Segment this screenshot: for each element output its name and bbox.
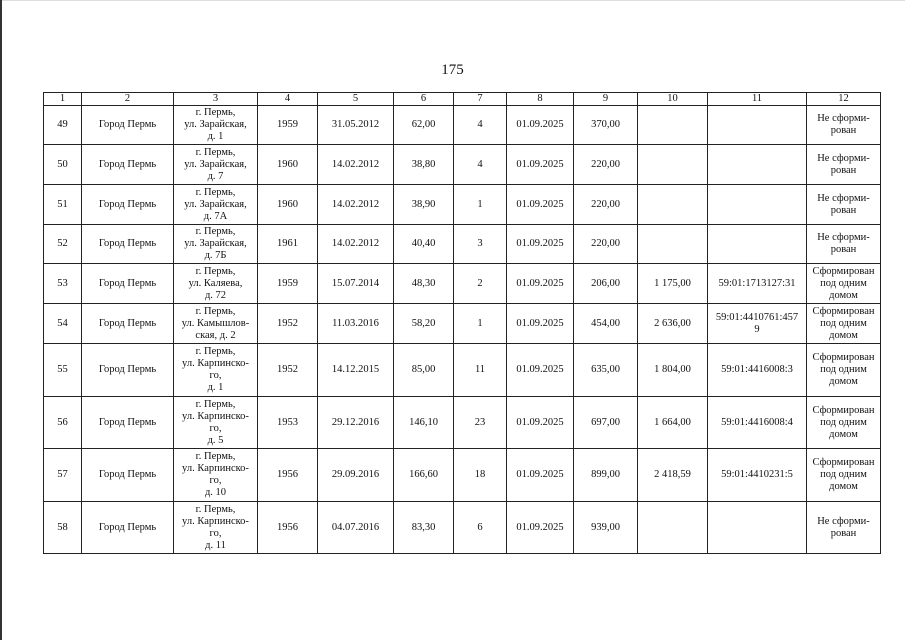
- table-cell-col-12: Не сформи- рован: [807, 145, 881, 185]
- header-row: [44, 93, 881, 106]
- table-cell-col-12: Не сформи- рован: [807, 185, 881, 225]
- table-cell-col-8: 01.09.2025: [507, 502, 574, 554]
- table-cell-col-8: 01.09.2025: [507, 264, 574, 304]
- table-cell-col-10: 1 664,00: [638, 397, 708, 449]
- table-cell-col-3: г. Пермь, ул. Карпинско- го, д. 11: [174, 502, 258, 554]
- table-cell-col-5: 14.02.2012: [318, 185, 394, 225]
- header-cell: 1: [44, 93, 82, 106]
- table-cell-col-10: [638, 502, 708, 554]
- table-cell-col-12: Сформирован под одним домом: [807, 397, 881, 449]
- table-row: [44, 397, 881, 449]
- table-cell-col-2: Город Пермь: [82, 145, 174, 185]
- table-row: [44, 225, 881, 264]
- table-cell-col-5: 14.12.2015: [318, 344, 394, 397]
- table-cell-col-9: 697,00: [574, 397, 638, 449]
- table-cell-col-7: 18: [454, 449, 507, 502]
- table-cell-col-4: 1956: [258, 449, 318, 502]
- table-cell-col-6: 166,60: [394, 449, 454, 502]
- table-cell-col-12: Не сформи- рован: [807, 502, 881, 554]
- table-cell-col-8: 01.09.2025: [507, 397, 574, 449]
- table-cell-col-10: 2 636,00: [638, 304, 708, 344]
- table-cell-col-12: Сформирован под одним домом: [807, 304, 881, 344]
- table-row: [44, 344, 881, 397]
- table-cell-col-11: [708, 225, 807, 264]
- table-cell-col-2: Город Пермь: [82, 264, 174, 304]
- table-cell-col-10: 1 175,00: [638, 264, 708, 304]
- table-cell-col-8: 01.09.2025: [507, 145, 574, 185]
- header-cell: 10: [638, 93, 708, 106]
- header-cell: 7: [454, 93, 507, 106]
- table-cell-col-2: Город Пермь: [82, 106, 174, 145]
- table-cell-col-4: 1956: [258, 502, 318, 554]
- table-cell-col-8: 01.09.2025: [507, 344, 574, 397]
- table-cell-col-3: г. Пермь, ул. Зарайская, д. 7: [174, 145, 258, 185]
- table-cell-col-4: 1960: [258, 145, 318, 185]
- table-cell-col-10: [638, 185, 708, 225]
- table-cell-col-11: 59:01:4416008:3: [708, 344, 807, 397]
- table-cell-col-3: г. Пермь, ул. Зарайская, д. 7А: [174, 185, 258, 225]
- table-row: [44, 145, 881, 185]
- header-cell: 6: [394, 93, 454, 106]
- header-cell: 11: [708, 93, 807, 106]
- table-cell-col-7: 4: [454, 106, 507, 145]
- table-cell-col-2: Город Пермь: [82, 502, 174, 554]
- table-cell-col-1: 57: [44, 449, 82, 502]
- table-row: [44, 106, 881, 145]
- table-cell-col-10: 1 804,00: [638, 344, 708, 397]
- header-cell: 2: [82, 93, 174, 106]
- table-cell-col-6: 40,40: [394, 225, 454, 264]
- table-cell-col-7: 1: [454, 304, 507, 344]
- page-left-edge: [0, 0, 2, 640]
- table-cell-col-9: 899,00: [574, 449, 638, 502]
- table-cell-col-1: 53: [44, 264, 82, 304]
- table-cell-col-6: 38,90: [394, 185, 454, 225]
- table-row: [44, 264, 881, 304]
- table-cell-col-5: 29.12.2016: [318, 397, 394, 449]
- table-cell-col-1: 51: [44, 185, 82, 225]
- table-cell-col-11: [708, 145, 807, 185]
- table-row: [44, 304, 881, 344]
- table-cell-col-9: 206,00: [574, 264, 638, 304]
- table-cell-col-7: 2: [454, 264, 507, 304]
- table-cell-col-10: [638, 145, 708, 185]
- table-row: [44, 502, 881, 554]
- page-number: 175: [441, 62, 464, 78]
- table-cell-col-6: 62,00: [394, 106, 454, 145]
- table-cell-col-10: [638, 106, 708, 145]
- table-cell-col-10: [638, 225, 708, 264]
- table-cell-col-8: 01.09.2025: [507, 449, 574, 502]
- table-cell-col-5: 31.05.2012: [318, 106, 394, 145]
- table-cell-col-5: 15.07.2014: [318, 264, 394, 304]
- table-cell-col-8: 01.09.2025: [507, 225, 574, 264]
- table-cell-col-3: г. Пермь, ул. Зарайская, д. 1: [174, 106, 258, 145]
- table-cell-col-6: 58,20: [394, 304, 454, 344]
- header-cell: 12: [807, 93, 881, 106]
- table-cell-col-1: 54: [44, 304, 82, 344]
- table-cell-col-7: 11: [454, 344, 507, 397]
- table-cell-col-9: 220,00: [574, 185, 638, 225]
- data-table: [43, 92, 881, 554]
- table-cell-col-2: Город Пермь: [82, 344, 174, 397]
- table-cell-col-8: 01.09.2025: [507, 185, 574, 225]
- table-cell-col-12: Не сформи- рован: [807, 225, 881, 264]
- table-cell-col-11: [708, 106, 807, 145]
- table-cell-col-4: 1960: [258, 185, 318, 225]
- table-cell-col-9: 939,00: [574, 502, 638, 554]
- table-cell-col-5: 14.02.2012: [318, 225, 394, 264]
- table-cell-col-4: 1961: [258, 225, 318, 264]
- table-cell-col-3: г. Пермь, ул. Зарайская, д. 7Б: [174, 225, 258, 264]
- table-cell-col-2: Город Пермь: [82, 185, 174, 225]
- table-cell-col-11: 59:01:4416008:4: [708, 397, 807, 449]
- table-cell-col-8: 01.09.2025: [507, 304, 574, 344]
- table-cell-col-12: Не сформи- рован: [807, 106, 881, 145]
- table-cell-col-12: Сформирован под одним домом: [807, 344, 881, 397]
- table-cell-col-11: 59:01:4410231:5: [708, 449, 807, 502]
- table-row: [44, 185, 881, 225]
- table-cell-col-2: Город Пермь: [82, 304, 174, 344]
- table-cell-col-6: 83,30: [394, 502, 454, 554]
- table-cell-col-6: 48,30: [394, 264, 454, 304]
- table-cell-col-1: 50: [44, 145, 82, 185]
- header-cell: 9: [574, 93, 638, 106]
- table-cell-col-4: 1953: [258, 397, 318, 449]
- header-cell: 8: [507, 93, 574, 106]
- table-cell-col-6: 146,10: [394, 397, 454, 449]
- page-top-edge: [0, 0, 905, 1]
- table-cell-col-4: 1959: [258, 264, 318, 304]
- table-cell-col-6: 85,00: [394, 344, 454, 397]
- table-cell-col-3: г. Пермь, ул. Карпинско- го, д. 5: [174, 397, 258, 449]
- table-cell-col-7: 1: [454, 185, 507, 225]
- table-cell-col-5: 04.07.2016: [318, 502, 394, 554]
- table-cell-col-2: Город Пермь: [82, 449, 174, 502]
- table-cell-col-3: г. Пермь, ул. Карпинско- го, д. 10: [174, 449, 258, 502]
- table-cell-col-11: [708, 502, 807, 554]
- table-cell-col-3: г. Пермь, ул. Камышлов- ская, д. 2: [174, 304, 258, 344]
- table-cell-col-3: г. Пермь, ул. Карпинско- го, д. 1: [174, 344, 258, 397]
- table-cell-col-5: 14.02.2012: [318, 145, 394, 185]
- table-cell-col-1: 55: [44, 344, 82, 397]
- table-cell-col-11: 59:01:4410761:457 9: [708, 304, 807, 344]
- header-cell: 3: [174, 93, 258, 106]
- table-cell-col-9: 370,00: [574, 106, 638, 145]
- table-cell-col-1: 49: [44, 106, 82, 145]
- table-cell-col-4: 1959: [258, 106, 318, 145]
- table-cell-col-2: Город Пермь: [82, 225, 174, 264]
- table-cell-col-10: 2 418,59: [638, 449, 708, 502]
- header-cell: 5: [318, 93, 394, 106]
- table-cell-col-7: 4: [454, 145, 507, 185]
- table-cell-col-8: 01.09.2025: [507, 106, 574, 145]
- table-row: [44, 449, 881, 502]
- table-cell-col-1: 58: [44, 502, 82, 554]
- table-cell-col-5: 29.09.2016: [318, 449, 394, 502]
- table-cell-col-1: 56: [44, 397, 82, 449]
- table-cell-col-4: 1952: [258, 304, 318, 344]
- header-cell: 4: [258, 93, 318, 106]
- table-cell-col-9: 220,00: [574, 145, 638, 185]
- table-cell-col-7: 6: [454, 502, 507, 554]
- table-cell-col-6: 38,80: [394, 145, 454, 185]
- table-cell-col-2: Город Пермь: [82, 397, 174, 449]
- table-cell-col-1: 52: [44, 225, 82, 264]
- table-cell-col-3: г. Пермь, ул. Каляева, д. 72: [174, 264, 258, 304]
- table-cell-col-7: 23: [454, 397, 507, 449]
- table-cell-col-12: Сформирован под одним домом: [807, 264, 881, 304]
- table-cell-col-11: 59:01:1713127:31: [708, 264, 807, 304]
- table-cell-col-9: 454,00: [574, 304, 638, 344]
- table-cell-col-9: 635,00: [574, 344, 638, 397]
- table-cell-col-5: 11.03.2016: [318, 304, 394, 344]
- table-cell-col-12: Сформирован под одним домом: [807, 449, 881, 502]
- table-cell-col-4: 1952: [258, 344, 318, 397]
- table-cell-col-7: 3: [454, 225, 507, 264]
- table-cell-col-11: [708, 185, 807, 225]
- table-cell-col-9: 220,00: [574, 225, 638, 264]
